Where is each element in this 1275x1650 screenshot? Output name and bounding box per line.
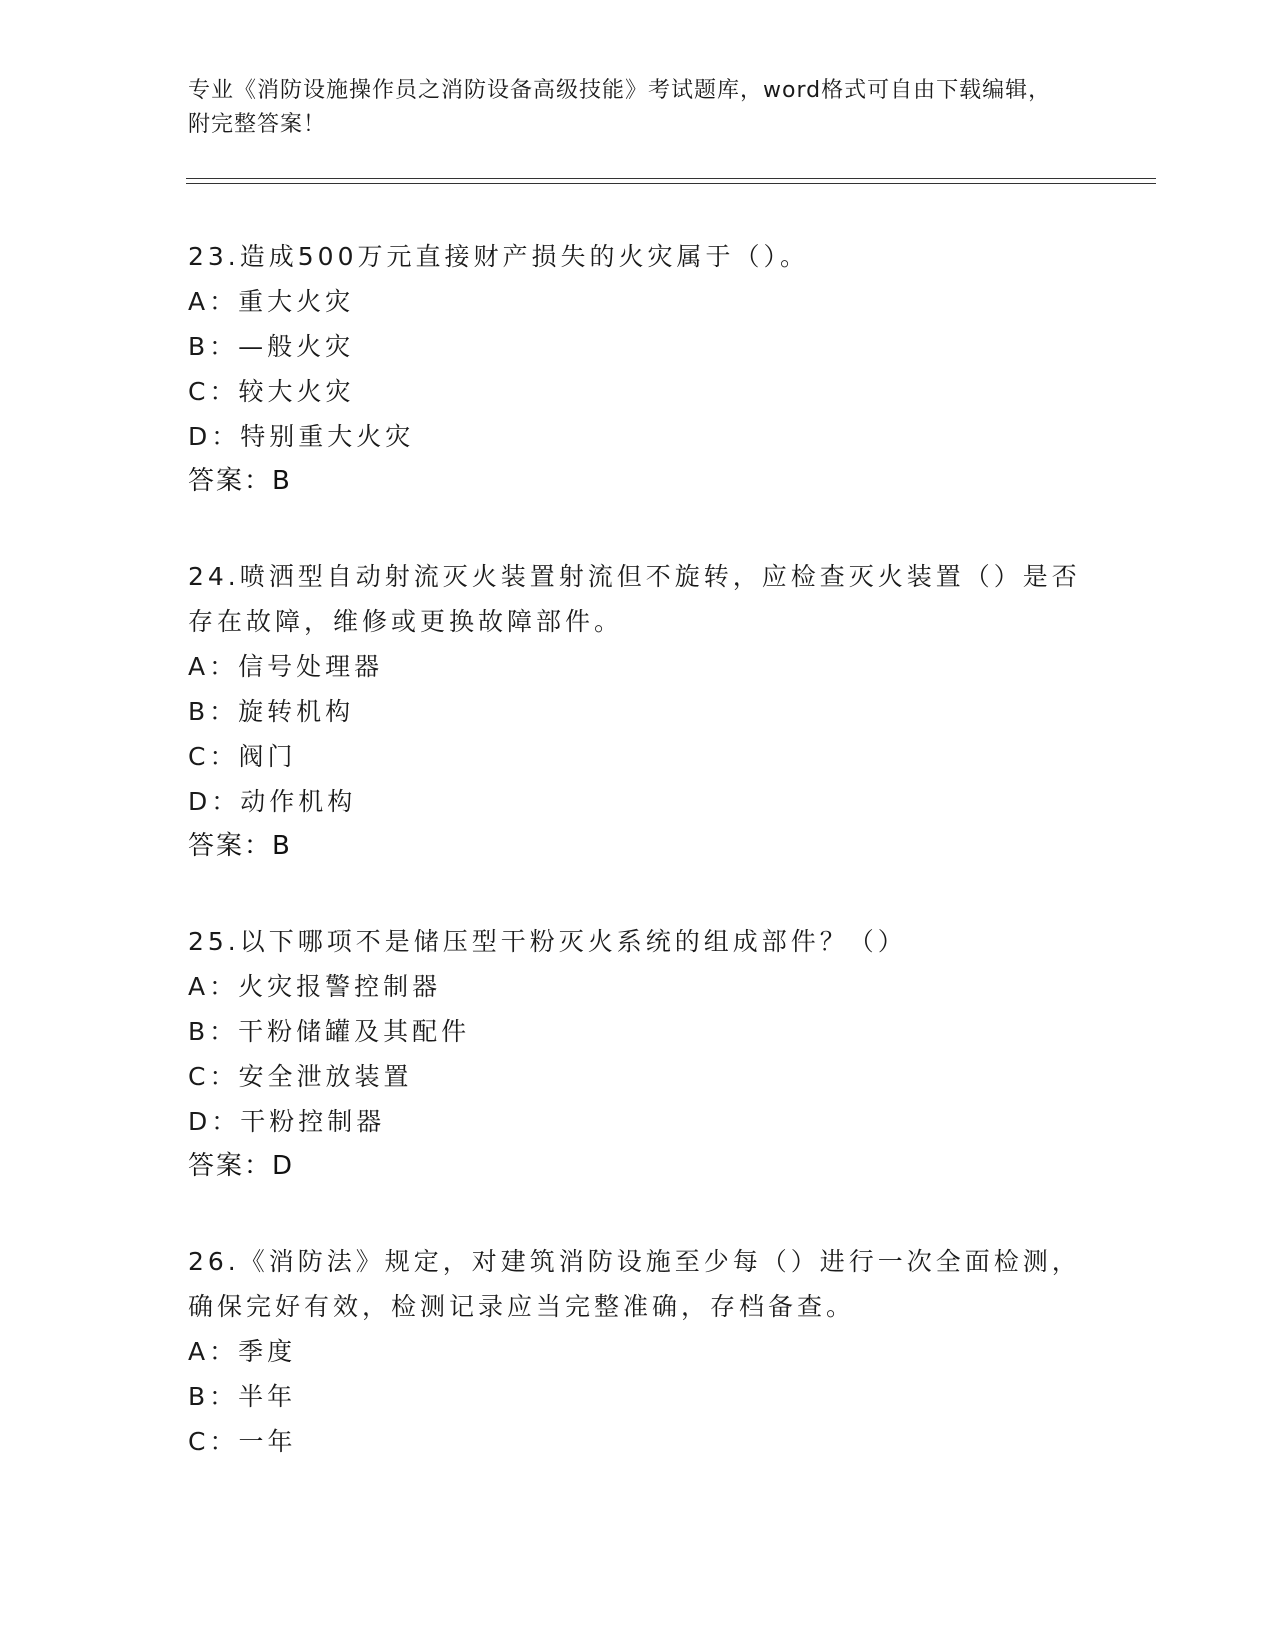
option-b: B：半年 [188,1382,297,1411]
option-b: B：干粉储罐及其配件 [188,1017,471,1046]
answer-line: 答案：B [188,831,292,861]
option-a: A：重大火灾 [188,287,355,316]
question-stem: 24.喷洒型自动射流灭火装置射流但不旋转，应检查灭火装置（）是否存在故障，维修或更换故障部件。 [188,562,1081,636]
option-b: B：—般火灾 [188,332,355,361]
option-c: C：一年 [188,1427,297,1456]
option-c: C：较大火灾 [188,377,355,406]
option-b: B：旋转机构 [188,697,355,726]
question-stem: 25.以下哪项不是储压型干粉灭火系统的组成部件？（） [188,927,907,956]
option-d: D：特别重大火灾 [188,422,415,451]
answer-line: 答案：D [188,1151,295,1181]
question-block-24 [188,554,1088,869]
option-d: D：动作机构 [188,787,357,816]
option-c: C：安全泄放装置 [188,1062,413,1091]
option-d: D：干粉控制器 [188,1107,386,1136]
header-divider-top [186,178,1156,179]
header-divider-bottom [186,183,1156,184]
question-stem: 23.造成500万元直接财产损失的火灾属于（）。 [188,242,809,271]
option-a: A：信号处理器 [188,652,384,681]
option-a: A：季度 [188,1337,297,1366]
page-header-intro: 专业《消防设施操作员之消防设备高级技能》考试题库，word格式可自由下载编辑，附完整答案！ [188,78,1052,137]
question-list [188,234,1088,1514]
question-block-26 [188,1239,1088,1464]
option-c: C：阀门 [188,742,297,771]
option-a: A：火灾报警控制器 [188,972,442,1001]
question-block-25 [188,919,1088,1189]
question-block-23 [188,234,1088,504]
answer-line: 答案：B [188,466,292,496]
question-stem: 26.《消防法》规定，对建筑消防设施至少每（）进行一次全面检测，确保完好有效，检测记录应当完整准确，存档备查。 [188,1247,1081,1321]
